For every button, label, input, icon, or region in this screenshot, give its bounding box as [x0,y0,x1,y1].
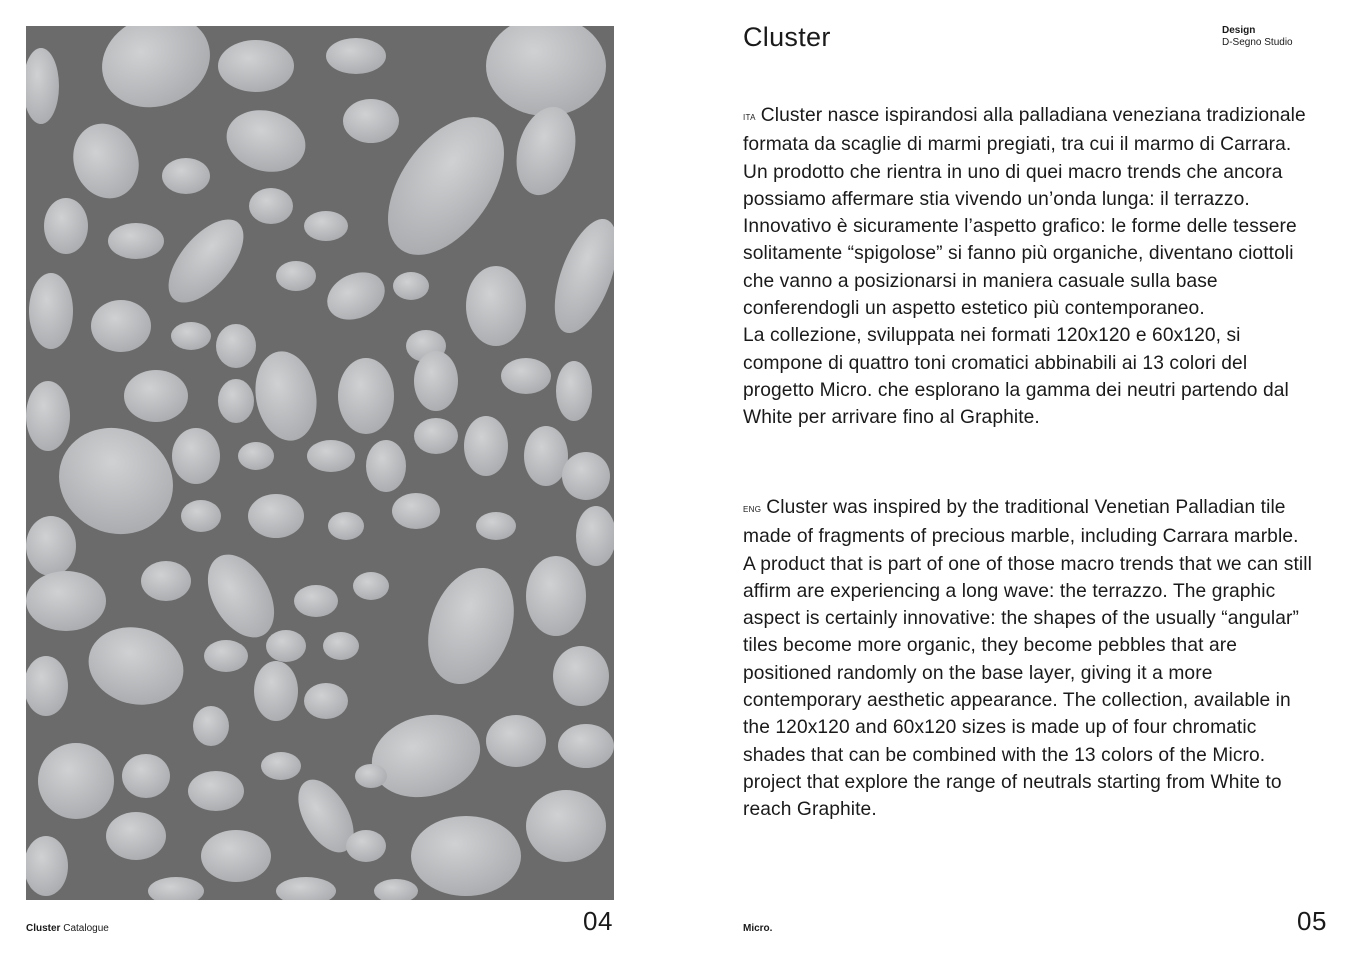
language-tag-eng: ENG [743,505,762,514]
page-number-right: 05 [1297,906,1327,936]
terrazzo-photo [26,26,614,900]
english-description [743,494,1313,824]
left-footer [26,923,109,934]
language-tag-ita: ITA [743,113,756,122]
credit-role: Design [1222,25,1256,36]
italian-description [743,102,1313,432]
english-text-1: Cluster was inspired by the traditional Venetian Palladian tile made of fragments of precious marble, including Carrara marble. A product that is part of one of those macro trends that we can still affirm are experiencing a long wave: the terrazzo. The graphic aspect is certainly innovative: the shapes of the usually “angular” tiles become more organic, they become pebbles that are positioned randomly on the base layer, giving it a more contemporary aesthetic appearance. The collection, available in the 120x120 and 60x120 sizes is made up of four chromatic shades that can be combined with the 13 colors of the Micro. project that explore the range of neutrals starting from White to reach Graphite. [743,497,1312,821]
italian-paragraph-1 [743,102,1313,322]
footer-label: Catalogue [63,923,109,934]
terrazzo-pattern-image [26,26,614,900]
page-title: Cluster [743,22,831,52]
english-paragraph-1 [743,494,1313,824]
footer-brand: Cluster [26,923,61,934]
page-number-left: 04 [583,906,613,936]
credit-name: D-Segno Studio [1222,37,1293,48]
italian-text-1: Cluster nasce ispirandosi alla palladiana veneziana tradizionale formata da scaglie di marmi pregiati, tra cui il marmo di Carrara. Un prodotto che rientra in uno di quei macro trends che ancora possiamo affermare stia vivendo un’onda lunga: il terrazzo. Innovativo è sicuramente l’aspetto grafico: le forme delle tessere solitamente “spigolose” si fanno più organiche, diventano ciottoli che vanno a posizionarsi in maniera casuale sulla base conferendogli un aspetto estetico più contemporaneo. [743,105,1306,320]
design-credit [1222,25,1293,49]
italian-paragraph-2: La collezione, sviluppata nei formati 120x120 e 60x120, si compone di quattro toni cromatici abbinabili ai 13 colori del progetto Micro. che esplorano la gamma dei neutri partendo dal White per arrivare fino al Graphite. [743,325,1289,429]
right-footer-brand: Micro. [743,923,773,934]
